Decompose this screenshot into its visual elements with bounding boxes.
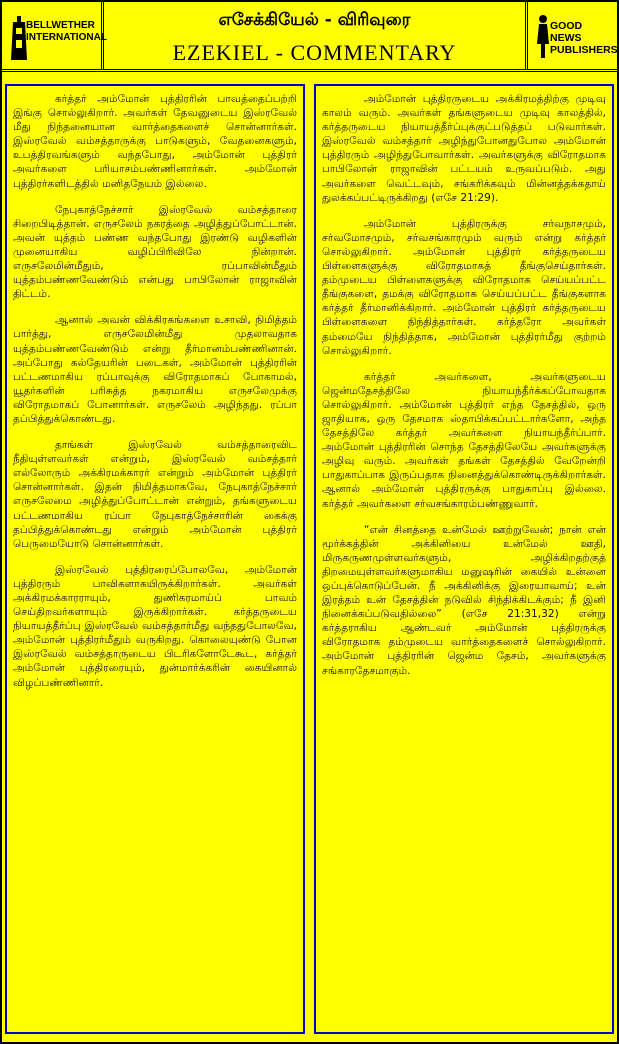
title-tamil: எசேக்கியேல் - விரிவுரை: [218, 10, 411, 30]
title-area: [104, 2, 525, 69]
paragraph: கர்த்தர் அம்மோன் புத்திரரின் பாவத்தைப்பற்றி இங்கு சொல்லுகிறார். அவர்கள் தேவனுடைய இஸ்ரவேல் மீது நிந்தனையான வார்த்தைகளைச் சொன்னார்கள். இஸ்ரவேல் வம்சத்தாருக்கு பாடுகளும், வேதனைகளும், உபத்திரவங்களும் வந்தபோது, அம்மோன் புத்திரர் அவர்களை பரியாசம்பண்ணினார்கள். அம்மோன் புத்திரர்களிடத்தில் மனிதநேயம் இல்லை.: [13, 93, 297, 190]
left-column: [5, 84, 305, 1034]
paragraph: அம்மோன் புத்திரருடைய அக்கிரமத்திற்கு முடிவு காலம் வரும். அவர்கள் தங்களுடைய முடிவு காலத்தில், கர்த்தருடைய நியாயத்தீர்ப்புக்குட்படுத்தப் படுவார்கள். இஸ்ரவேல் வம்சத்தார் அழிந்துபோனதுபோல அம்மோன் புத்திரரும் அழிந்துபோவார்கள். அவர்களுக்கு விரோதமாக பாபிலோன் ராஜாவின் பட்டயம் உருவப்படும். அது அவர்களை வெட்டவும், சங்கரிக்கவும் மின்னத்தக்கதாய் துலக்கப்பட்டிருக்கிறது (எசே 21:29).: [322, 93, 606, 204]
title-english: EZEKIEL - COMMENTARY: [172, 40, 457, 65]
paragraph: நேபுகாத்நேச்சார் இஸ்ரவேல் வம்சத்தாரை சிறைபிடித்தான். எருசலேம் நகரத்தை அழித்துப்போட்டான். அவன் யுத்தம் பண்ண வந்தபோது இரண்டு வழிகளின் முனையாகிய வழிப்பிரிவிலே நின்றான். எருசலேமின்மீதும், ரப்பாவின்மீதும் யுத்தம்பண்ணவேண்டும் என்பது பாபிலோன் ராஜாவின் திட்டம்.: [13, 203, 297, 301]
paragraph: கர்த்தர் அவர்களை, அவர்களுடைய ஜென்மதேசத்திலே நியாயந்தீர்க்கப்போவதாக சொல்லுகிறார். அம்மோன் புத்திரர் எந்த தேசத்தில், ஒரு ஜாதியாக, ஒரு தேசமாக ஸ்தாபிக்கப்பட்டார்களோ, அந்த தேசத்திலே கர்த்தர் அவர்களை நியாயந்தீர்ப்பார். அம்மோன் புத்திரரின் சொந்த தேசத்திலேயே அவர்களுக்கு அழிவு வரும். அவர்கள் தங்கள் தேசத்தில் வேறேன்றி பாதுகாப்பாக இருப்பதாக நினைத்துக்கொண்டிருக்கிறார்கள். ஆனால் அம்மோன் புத்திரருக்கு பாதுகாப்பு இல்லை. கர்த்தர் அவர்களை சர்வசங்காரம்பண்ணுவார்.: [322, 370, 606, 510]
bellwether-logo: [2, 2, 107, 69]
header: [2, 2, 617, 72]
paragraph: இஸ்ரவேல் புத்திரரைப்போலவே, அம்மோன் புத்திரரும் பாவிகளாகயிருக்கிறார்கள். அவர்கள் அக்கிரமக்காரராயும், துணிகரமாய்ப் பாவம் செய்திறவர்களாயும் இருக்கிறார்கள். கர்த்தருடைய நியாயத்தீர்ப்பு இஸ்ரவேல் வம்சத்தார்மீது வந்ததுபோலவே, அம்மோன் புத்திரர்மீதும் வருகிறது. கொலையுண்டு போன இஸ்ரவேல் வம்சத்தாருடைய பிடரிகளோடேகூட, கர்த்தர் அம்மோன் புத்திரரையும், துன்மார்க்கரின் கையினால் விழப்பண்ணினார்.: [13, 563, 297, 689]
right-column: [314, 84, 614, 1034]
paragraph: ஆனால் அவன் விக்கிரகங்களை உசாவி, நிமித்தம் பார்த்து, எருசலேமின்மீது முதலாவதாக யுத்தம்பண்ணவேண்டும் என்று தீர்மானம்பண்ணினான். அப்போது கல்தேயரின் படைகள், அம்மோன் புத்திரரின் பட்டணமாகிய ரப்பாவுக்கு விரோதமாகப் போகாமல், யூதர்களின் பரிசுத்த நகரமாகிய எருசலேமுக்கு விரோதமாகப் போனார்கள். எருசலேம் அழிந்தது. ரப்பா தப்பித்துக்கொண்டது.: [13, 314, 297, 425]
paragraph: “என் சினத்தை உன்மேல் ஊற்றுவேன்; நான் என் மூர்க்கத்தின் அக்கினியை உன்மேல் ஊதி, மிருகருணமுள்ளவர்களும், அழிக்கிறதற்குத் திறமையுள்ளவர்களுமாகிய மனுஷரின் கையில் உன்னை ஒப்புக்கொடுப்பேன். நீ அக்கினிக்கு இரையாவாய்; உன் இரத்தம் உன் தேசத்தின் நடுவில் சிந்திக்கிடக்கும்; நீ இனி நினைக்கப்படுவதில்லை” (எசே 21:31,32) என்று கர்த்தராகிய ஆண்டவர் அம்மோன் புத்திரருக்கு விரோதமாக தம்முடைய வார்த்தைகளைச் சொல்லுகிறார். அம்மோன் புத்திரரின் ஜென்ம தேசம், அவர்களுக்கு சங்காரதேசமாகும்.: [322, 523, 606, 677]
bellwether-brand-text: BELLWETHER INTERNATIONAL: [26, 20, 107, 43]
paragraph: அம்மோன் புத்திரருக்கு சர்வநாசமும், சர்வமோசமும், சர்வசங்காரமும் வரும் என்று கர்த்தர் சொல்லுகிறார். அம்மோன் புத்திரர் கர்த்தருடைய பிள்ளைகளுக்கு விரோதமாகத் தீங்குசெய்தார்கள். தம்முடைய பிள்ளைகளுக்கு விரோதமாக செய்யப்பட்ட தீங்குகளை, தமக்கு விரோதமாக செய்யப்பட்ட தீங்குகளாக கர்த்தர் தீர்மானிக்கிறார். அம்மோன் புத்திரர் கர்த்தருடைய பிள்ளைகளை நிந்தித்தார்கள். கர்த்தரோ அவர்கள் தம்மையே நிந்தித்தாக, அம்மோன் புத்திரர்மீது குற்றம் சொல்லுகிறார்.: [322, 217, 606, 357]
person-figure-icon: [536, 14, 550, 58]
good-news-logo: [525, 2, 617, 69]
paragraph: தாங்கள் இஸ்ரவேல் வம்சத்தாரைவிட நீதியுள்ளவர்கள் என்றும், இஸ்ரவேல் வம்சத்தார் எல்லோரும் அக்கிரமக்காரர் என்றும் அம்மோன் புத்திரர் சொன்னார்கள். இதன் நிமித்தமாகவே, நேபுகாத்நேச்சார் எருசலேமை அழித்துப்போட்டான் என்றும், தங்களுடைய பட்டணமாகிய ரப்பா நேபுகாத்நேச்சாரின் கைக்கு தப்பித்துக்கொண்டது என்றும் அம்மோன் புத்திரர் பெருமையோடு சொன்னார்கள்.: [13, 439, 297, 550]
good-news-brand-text: GOOD NEWS PUBLISHERS: [550, 20, 618, 56]
page-frame: [2, 2, 617, 1042]
